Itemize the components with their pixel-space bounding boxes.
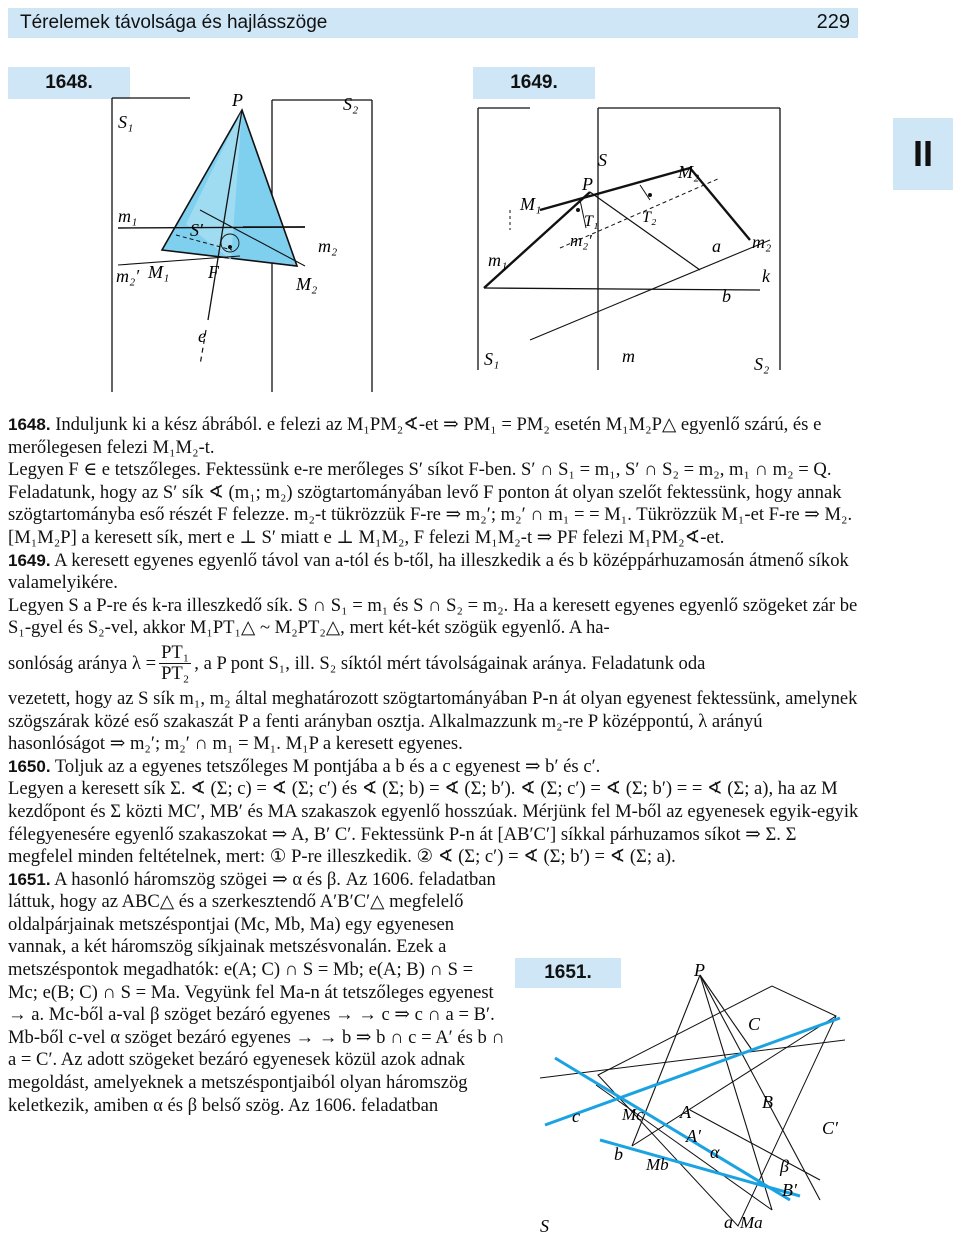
label-M2: M₂ <box>296 274 318 294</box>
problem-number: 1650. <box>8 756 51 776</box>
label-M1: M₁ <box>148 262 170 282</box>
label-B: B <box>762 1092 773 1112</box>
fig1648-diagram <box>100 90 430 410</box>
label-m2p: m₂′ <box>116 266 140 286</box>
label-b: b <box>614 1144 623 1164</box>
label-F: F <box>208 262 219 282</box>
label-e: e <box>198 326 206 346</box>
para-1651: 1651. A hasonló háromszög szögei ⇒ α és β. Az 1606. feladatban láttuk, hogy az ABC△ és a szerkesztendő A′B′C′△ megfelelő oldalpárjainak metszéspontjai (Mc, Mb, Ma) egy egyenesen vannak, a két háromszög síkjainak metszésvonalán. Ezek a metszéspontok megadhatók: e(A; C) ∩ S = Mb; e(A; B) ∩ S = Mc; e(B; C) ∩ S = Ma. Vegyünk fel Ma-n át tetszőleges egyenest → a. Mc-ből a-val β szöget bezáró egyenes → → c ⇒ c ∩ a = B′. Mb-ből c-vel α szöget bezáró egyenes → → b ⇒ b ∩ c = A′ és b ∩ a = C′. Az adott szögeket bezáró egyenesek közül azok adnak megoldást, amelyeknek a metszéspontjaiból olyan háromszög keletkezik, amiben α és β belső szög. Az 1606. feladatban <box>8 868 505 1116</box>
label-S-prime: S′ <box>190 220 203 240</box>
label-m: m <box>622 346 635 366</box>
label-P: P <box>694 960 705 980</box>
para-1649-ratio: sonlóság aránya λ = $\frac{\text{PT₁}}{\text{PT₂}}$ , a P pont S₁, ill. S₂ síktól mért távolságainak aránya. Feladatunk oda <box>8 642 706 685</box>
fraction: $\frac{\text{PT₁}}{\text{PT₂}}$ <box>161 642 190 685</box>
label-S1: S₁ <box>118 112 134 132</box>
label-k: k <box>762 266 770 286</box>
chapter-tab: II <box>893 118 953 190</box>
fig1648-label: 1648. <box>8 67 130 99</box>
label-S: S <box>540 1216 549 1236</box>
label-S: S <box>598 150 607 170</box>
problem-number: 1648. <box>8 415 51 434</box>
label-Cp: C′ <box>822 1118 838 1138</box>
label-C: C <box>748 1014 761 1034</box>
label-m2: m₂ <box>318 236 338 256</box>
para-1649: 1649. A keresett egyenes egyenlő távol van a-tól és b-től, ha illeszkedik a és b középpárhuzamosán átmenő síkok valamelyikére. <box>8 549 849 594</box>
para-1650b: Legyen a keresett sík Σ. ∢ (Σ; c) = ∢ (Σ; c′) és ∢ (Σ; b) = ∢ (Σ; b′). ∢ (Σ; c′) = ∢ (Σ; b′) = = ∢ (Σ; a), ha az M kezdőpont és Σ közti MC′, MB′ és MA szakaszok egyenlő hosszúak. Mérjünk fel M-ből az egyenesek egyik-egyik félegyenesére egyenlő szakaszokat ⇒ A, B′ C′. Fektessünk P-n át [AB′C′] síkkal párhuzamos síkot ⇒ Σ. Σ megfelel minden feltételnek, mert: ① P-re illeszkedik. ② ∢ (Σ; c′) = ∢ (Σ; b′) = ∢ (Σ; a). <box>8 778 859 868</box>
label-m2p: m₂′ <box>570 231 592 250</box>
label-Mb: Mb <box>646 1155 669 1174</box>
fig1649-label: 1649. <box>473 67 595 99</box>
label-T1: T₁ <box>584 213 599 230</box>
para-1650: 1650. Toljuk az a egyenes tetszőleges M pontjába a b és a c egyenest ⇒ b′ és c′. <box>8 755 601 777</box>
label-S2: S₂ <box>343 94 359 114</box>
para-1648: 1648. Induljunk ki a kész ábrából. e felezi az M₁PM₂∢-et ⇒ PM₁ = PM₂ esetén M₁M₂P△ egyenlő szárú, és e merőlegesen felezi M₁M₂-t. <box>8 414 822 458</box>
label-a: a <box>712 236 721 256</box>
label-S2: S₂ <box>754 354 770 374</box>
label-a: a <box>724 1212 733 1232</box>
fig1651-label: 1651. <box>515 958 621 988</box>
problem-number: 1649. <box>8 550 51 570</box>
label-alpha: α <box>710 1142 720 1162</box>
label-A: A <box>680 1102 691 1122</box>
label-P: P <box>582 174 593 194</box>
para-1648c: Feladatunk, hogy az S′ sík ∢ (m₁; m₂) szögtartományában levő F ponton át olyan szelőt fektessünk, hogy annak szögtartományba eső részét F felezze. m₂-t tükrözzük F-re ⇒ m₂′; m₂′ ∩ m₁ = = M₁. Tükrözzük M₁-et F-re ⇒ M₂. [M₁M₂P] a keresett sík, mert e ⊥ S′ miatt e ⊥ M₁M₂, F felezi M₁M₂-t ⇒ PF felezi M₁PM₂∢-et. <box>8 481 853 548</box>
label-Ma: Ma <box>740 1213 763 1232</box>
label-M1: M₁ <box>520 194 542 214</box>
label-m1: m₁ <box>488 250 508 270</box>
label-P: P <box>232 90 243 110</box>
label-beta: β <box>780 1156 789 1176</box>
page-number: 229 <box>816 11 850 33</box>
label-Ap: A′ <box>686 1126 701 1146</box>
label-Mc: Mc <box>622 1105 644 1124</box>
para-1648b: Legyen F ∈ e tetszőleges. Fektessünk e-re merőleges S′ síkot F-ben. S′ ∩ S₁ = m₁, S′ ∩ S₂ = m₂, m₁ ∩ m₂ = Q. <box>8 459 832 481</box>
label-M2: M₂ <box>678 162 700 182</box>
label-m2: m₂ <box>752 232 772 252</box>
para-1649c: vezetett, hogy az S sík m₁, m₂ által meghatározott szögtartományában P-n át olyan egyenest fektessünk, amelynek szögszárak közé eső szakaszát P a fenti arányban osztja. Alkalmazzunk m₂-re P középpontú, λ arányú hasonlóságot ⇒ m₂′; m₂′ ∩ m₁ = M₁. M₁P a keresett egyenes. <box>8 687 858 755</box>
fig1649-diagram <box>470 100 790 380</box>
para-1649b: Legyen S a P-re és k-ra illeszkedő sík. S ∩ S₁ = m₁ és S ∩ S₂ = m₂. Ha a keresett egyenes egyenlő szögeket zár be S₁-gyel és S₂-vel, akkor M₁PT₁△ ~ M₂PT₂△, mert két-két szögük egyenlő. A ha- <box>8 594 858 639</box>
page-title: Térelemek távolsága és hajlásszöge <box>20 12 328 33</box>
label-Bp: B′ <box>782 1180 797 1200</box>
page-header <box>8 8 858 38</box>
label-b: b <box>722 286 731 306</box>
label-S1: S₁ <box>484 349 500 369</box>
body-text <box>8 414 860 1117</box>
label-T2: T₂ <box>642 209 657 226</box>
problem-number: 1651. <box>8 869 51 889</box>
label-c: c <box>572 1106 580 1126</box>
label-m1: m₁ <box>118 206 138 226</box>
